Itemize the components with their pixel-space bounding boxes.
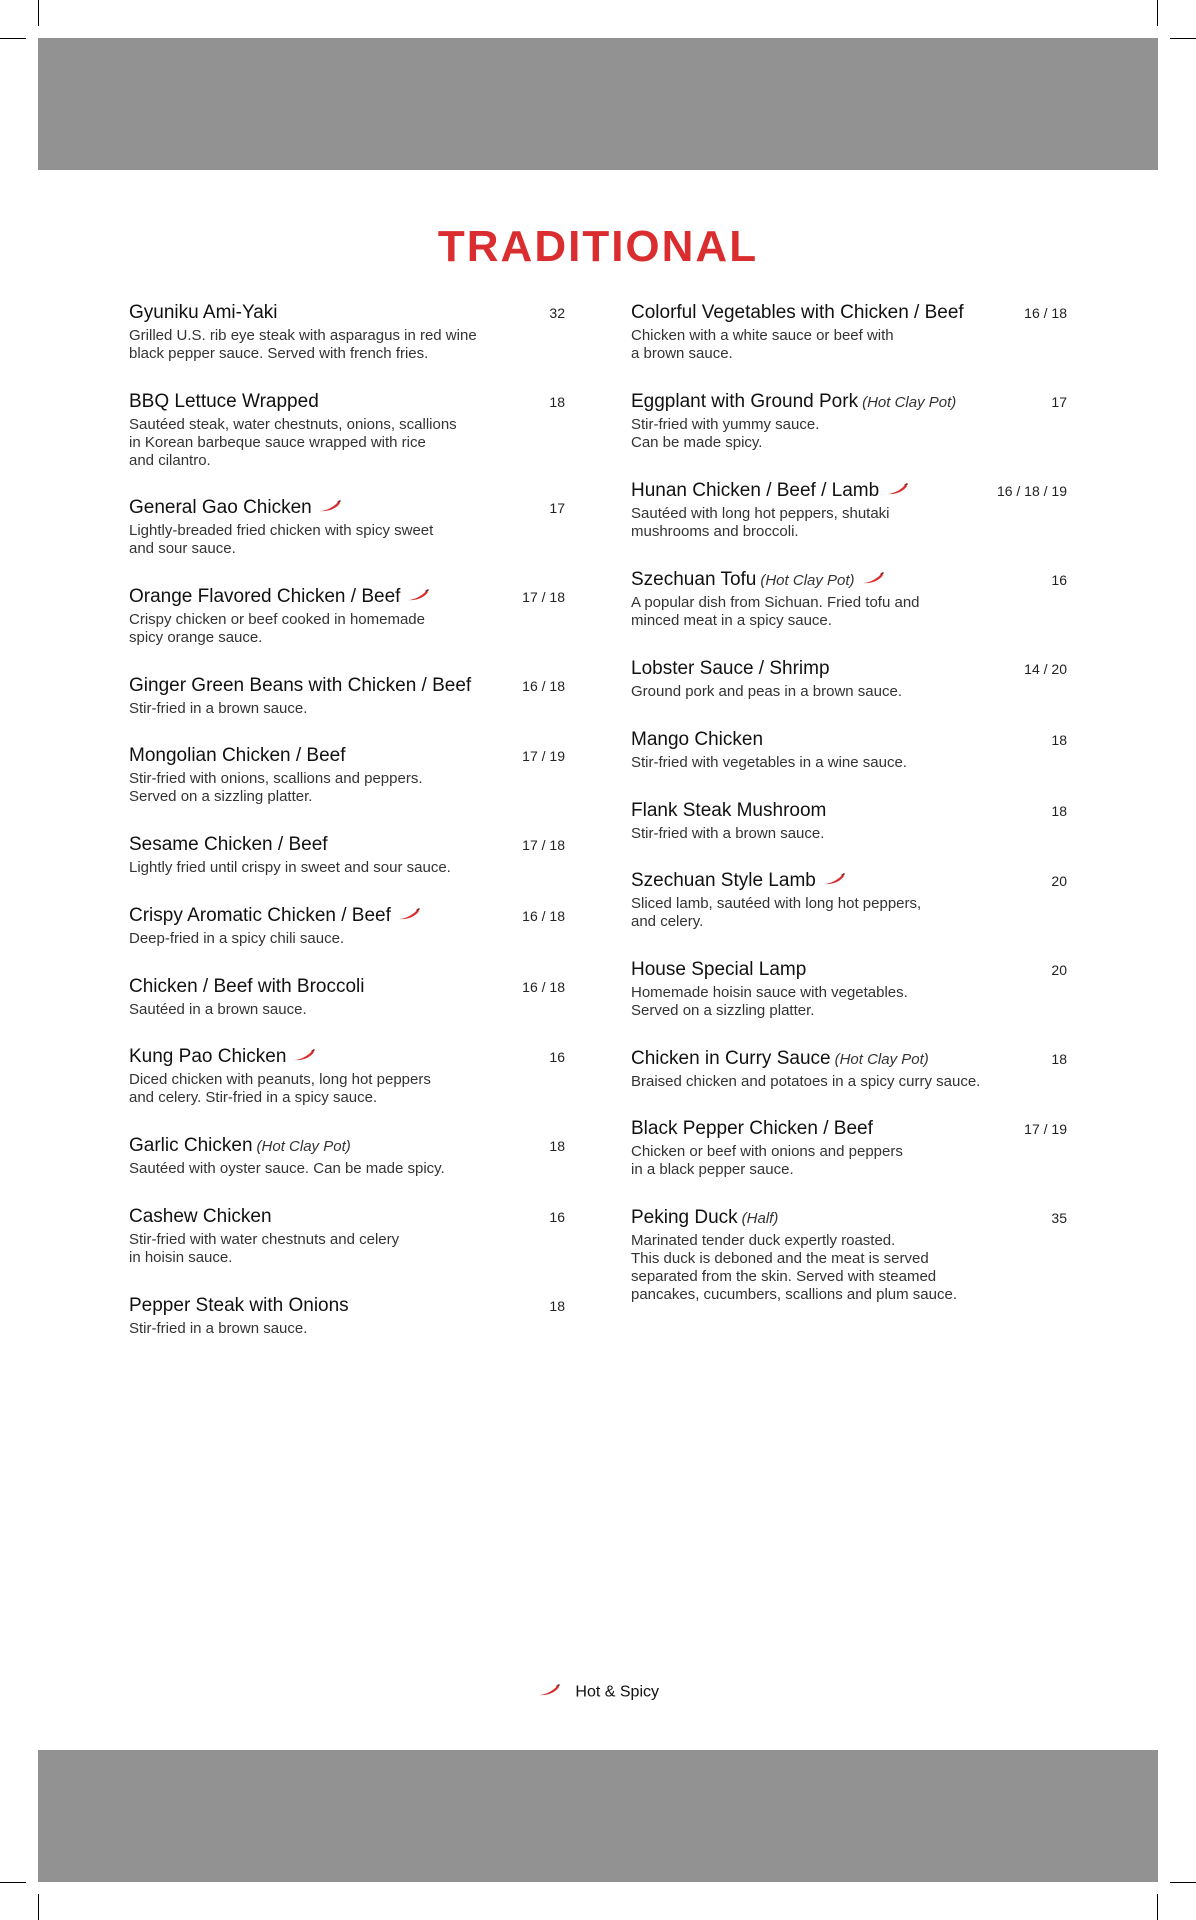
- menu-item-price: 17 / 18: [522, 589, 565, 605]
- menu-item-name: Kung Pao Chicken: [129, 1046, 287, 1067]
- menu-item: [631, 800, 1067, 843]
- menu-item-name: Gyuniku Ami-Yaki: [129, 302, 278, 323]
- menu-item-price: 18: [1051, 803, 1067, 819]
- menu-item-description: Stir-fried with yummy sauce. Can be made spicy.: [631, 416, 820, 451]
- menu-item-price: 17: [1051, 394, 1067, 410]
- menu-item: [129, 905, 565, 948]
- menu-item: [631, 959, 1067, 1020]
- menu-item-name: Pepper Steak with Onions: [129, 1295, 349, 1316]
- menu-item-price: 17 / 19: [1024, 1121, 1067, 1137]
- menu-item-description: Crispy chicken or beef cooked in homemade spicy orange sauce.: [129, 611, 425, 646]
- menu-item-price: 20: [1051, 873, 1067, 889]
- menu-item-name: General Gao Chicken: [129, 497, 312, 518]
- menu-item: [631, 729, 1067, 772]
- menu-item: [129, 1135, 565, 1178]
- menu-item: [129, 976, 565, 1019]
- crop-mark: [1157, 1894, 1158, 1920]
- menu-item-price: 16 / 18: [522, 979, 565, 995]
- menu-item-description: Chicken or beef with onions and peppers in a black pepper sauce.: [631, 1143, 903, 1178]
- chili-pepper-icon: [885, 482, 909, 501]
- legend-label: Hot & Spicy: [575, 1683, 660, 1701]
- menu-item-note: (Hot Clay Pot): [862, 394, 957, 411]
- menu-item-name: Mango Chicken: [631, 729, 764, 750]
- menu-item-price: 16 / 18 / 19: [996, 483, 1067, 499]
- menu-item-name: Szechuan Style Lamb: [631, 870, 816, 891]
- page-title: TRADITIONAL: [437, 222, 759, 271]
- chili-pepper-icon: [406, 588, 430, 607]
- menu-item-description: Marinated tender duck expertly roasted. This duck is deboned and the meat is served separated from the skin. Served with steamed pancakes, cucumbers, scallions and plum sauce.: [631, 1232, 958, 1303]
- menu-item: [631, 870, 1067, 931]
- menu-item-description: Chicken with a white sauce or beef with a brown sauce.: [631, 327, 894, 362]
- menu-item-name: Colorful Vegetables with Chicken / Beef: [631, 302, 964, 323]
- menu-item: [129, 391, 565, 470]
- menu-item-price: 20: [1051, 962, 1067, 978]
- chili-pepper-icon: [397, 907, 421, 926]
- menu-item-name: Orange Flavored Chicken / Beef: [129, 586, 401, 607]
- menu-item: [631, 480, 1067, 541]
- menu-item-price: 35: [1051, 1210, 1067, 1226]
- menu-item-price: 32: [549, 305, 565, 321]
- menu-item: [631, 1207, 1067, 1304]
- menu-item-description: A popular dish from Sichuan. Fried tofu and minced meat in a spicy sauce.: [631, 594, 920, 629]
- menu-item: [129, 1206, 565, 1267]
- menu-item-description: Stir-fried in a brown sauce.: [129, 1320, 308, 1337]
- chili-pepper-icon: [292, 1048, 316, 1067]
- menu-item-name: Garlic Chicken: [129, 1135, 253, 1156]
- menu-item-name: Mongolian Chicken / Beef: [129, 745, 346, 766]
- menu-item-description: Lightly-breaded fried chicken with spicy sweet and sour sauce.: [129, 522, 434, 557]
- menu-item-name: Eggplant with Ground Pork: [631, 391, 859, 412]
- menu-item-name: Ginger Green Beans with Chicken / Beef: [129, 675, 472, 696]
- menu-item-description: Stir-fried with a brown sauce.: [631, 825, 825, 842]
- menu-item-price: 17 / 19: [522, 748, 565, 764]
- menu-item-price: 16 / 18: [522, 678, 565, 694]
- menu-item-name: Hunan Chicken / Beef / Lamb: [631, 480, 880, 501]
- menu-item-price: 16 / 18: [1024, 305, 1067, 321]
- crop-mark: [1170, 1882, 1196, 1883]
- menu-item: [129, 1046, 565, 1107]
- menu-item-description: Stir-fried in a brown sauce.: [129, 700, 308, 717]
- menu-item: [631, 391, 1067, 452]
- menu-item: [631, 1118, 1067, 1179]
- menu-item-price: 16: [549, 1049, 565, 1065]
- header-band: [38, 38, 1158, 170]
- menu-item-description: Stir-fried with onions, scallions and peppers. Served on a sizzling platter.: [129, 770, 423, 805]
- menu-item-description: Sautéed with oyster sauce. Can be made spicy.: [129, 1160, 445, 1177]
- menu-item-price: 18: [1051, 732, 1067, 748]
- menu-item-name: House Special Lamp: [631, 959, 807, 980]
- menu-item-name: Peking Duck: [631, 1207, 738, 1228]
- menu-item-price: 17: [549, 500, 565, 516]
- menu-item-description: Homemade hoisin sauce with vegetables. Served on a sizzling platter.: [631, 984, 908, 1019]
- menu-item-name: Flank Steak Mushroom: [631, 800, 827, 821]
- menu-item-description: Ground pork and peas in a brown sauce.: [631, 683, 903, 700]
- menu-item: [129, 675, 565, 718]
- crop-mark: [1170, 38, 1196, 39]
- chili-pepper-icon: [861, 571, 885, 590]
- menu-item-description: Diced chicken with peanuts, long hot peppers and celery. Stir-fried in a spicy sauce.: [129, 1071, 431, 1106]
- menu-item-description: Deep-fried in a spicy chili sauce.: [129, 930, 345, 947]
- menu-item-price: 18: [549, 1138, 565, 1154]
- menu-item-description: Sautéed in a brown sauce.: [129, 1001, 307, 1018]
- crop-mark: [0, 38, 26, 39]
- menu-item: [129, 834, 565, 877]
- menu-item: [129, 302, 565, 363]
- menu-item-note: (Hot Clay Pot): [760, 572, 855, 589]
- footer-band: [38, 1750, 1158, 1882]
- menu-item-name: BBQ Lettuce Wrapped: [129, 391, 319, 412]
- menu-item-name: Cashew Chicken: [129, 1206, 272, 1227]
- menu-item-name: Sesame Chicken / Beef: [129, 834, 328, 855]
- menu-item-name: Lobster Sauce / Shrimp: [631, 658, 830, 679]
- menu-item: [129, 745, 565, 806]
- menu-item: [631, 302, 1067, 363]
- menu-item: [631, 658, 1067, 701]
- menu-item-name: Crispy Aromatic Chicken / Beef: [129, 905, 391, 926]
- chili-pepper-icon: [318, 499, 342, 518]
- menu-item: [631, 569, 1067, 630]
- menu-item-description: Grilled U.S. rib eye steak with asparagus in red wine black pepper sauce. Served with french fries.: [129, 327, 477, 362]
- menu-item-price: 18: [549, 1298, 565, 1314]
- menu-item-price: 18: [549, 394, 565, 410]
- menu-item-price: 16: [1051, 572, 1067, 588]
- menu-item-description: Stir-fried with vegetables in a wine sauce.: [631, 754, 907, 771]
- menu-item-name: Szechuan Tofu: [631, 569, 757, 590]
- menu-item-name: Chicken in Curry Sauce: [631, 1048, 831, 1069]
- menu-item-price: 17 / 18: [522, 837, 565, 853]
- menu-item-note: (Hot Clay Pot): [834, 1051, 929, 1068]
- menu-item-name: Chicken / Beef with Broccoli: [129, 976, 365, 997]
- menu-item-price: 18: [1051, 1051, 1067, 1067]
- crop-mark: [0, 1882, 26, 1883]
- menu-item-note: (Half): [741, 1210, 779, 1227]
- crop-mark: [38, 0, 39, 26]
- menu-item-description: Sautéed with long hot peppers, shutaki mushrooms and broccoli.: [631, 505, 890, 540]
- menu-item-price: 14 / 20: [1024, 661, 1067, 677]
- menu-item: [129, 586, 565, 647]
- menu-item-description: Sautéed steak, water chestnuts, onions, scallions in Korean barbeque sauce wrapped with rice and cilantro.: [129, 416, 457, 469]
- menu-item-description: Lightly fried until crispy in sweet and sour sauce.: [129, 859, 451, 876]
- chili-pepper-icon: [822, 872, 846, 891]
- menu-item-note: (Hot Clay Pot): [256, 1138, 351, 1155]
- crop-mark: [1157, 0, 1158, 26]
- crop-mark: [38, 1894, 39, 1920]
- menu-item-price: 16: [549, 1209, 565, 1225]
- menu-item-description: Sliced lamb, sautéed with long hot peppers, and celery.: [631, 895, 922, 930]
- menu-item: [631, 1048, 1067, 1091]
- chili-pepper-icon: [537, 1683, 561, 1702]
- menu-item: [129, 497, 565, 558]
- menu-item-price: 16 / 18: [522, 908, 565, 924]
- legend: [0, 1683, 1196, 1702]
- menu-item-description: Stir-fried with water chestnuts and celery in hoisin sauce.: [129, 1231, 400, 1266]
- menu-item-name: Black Pepper Chicken / Beef: [631, 1118, 873, 1139]
- menu-item-description: Braised chicken and potatoes in a spicy curry sauce.: [631, 1073, 981, 1090]
- menu-item: [129, 1295, 565, 1338]
